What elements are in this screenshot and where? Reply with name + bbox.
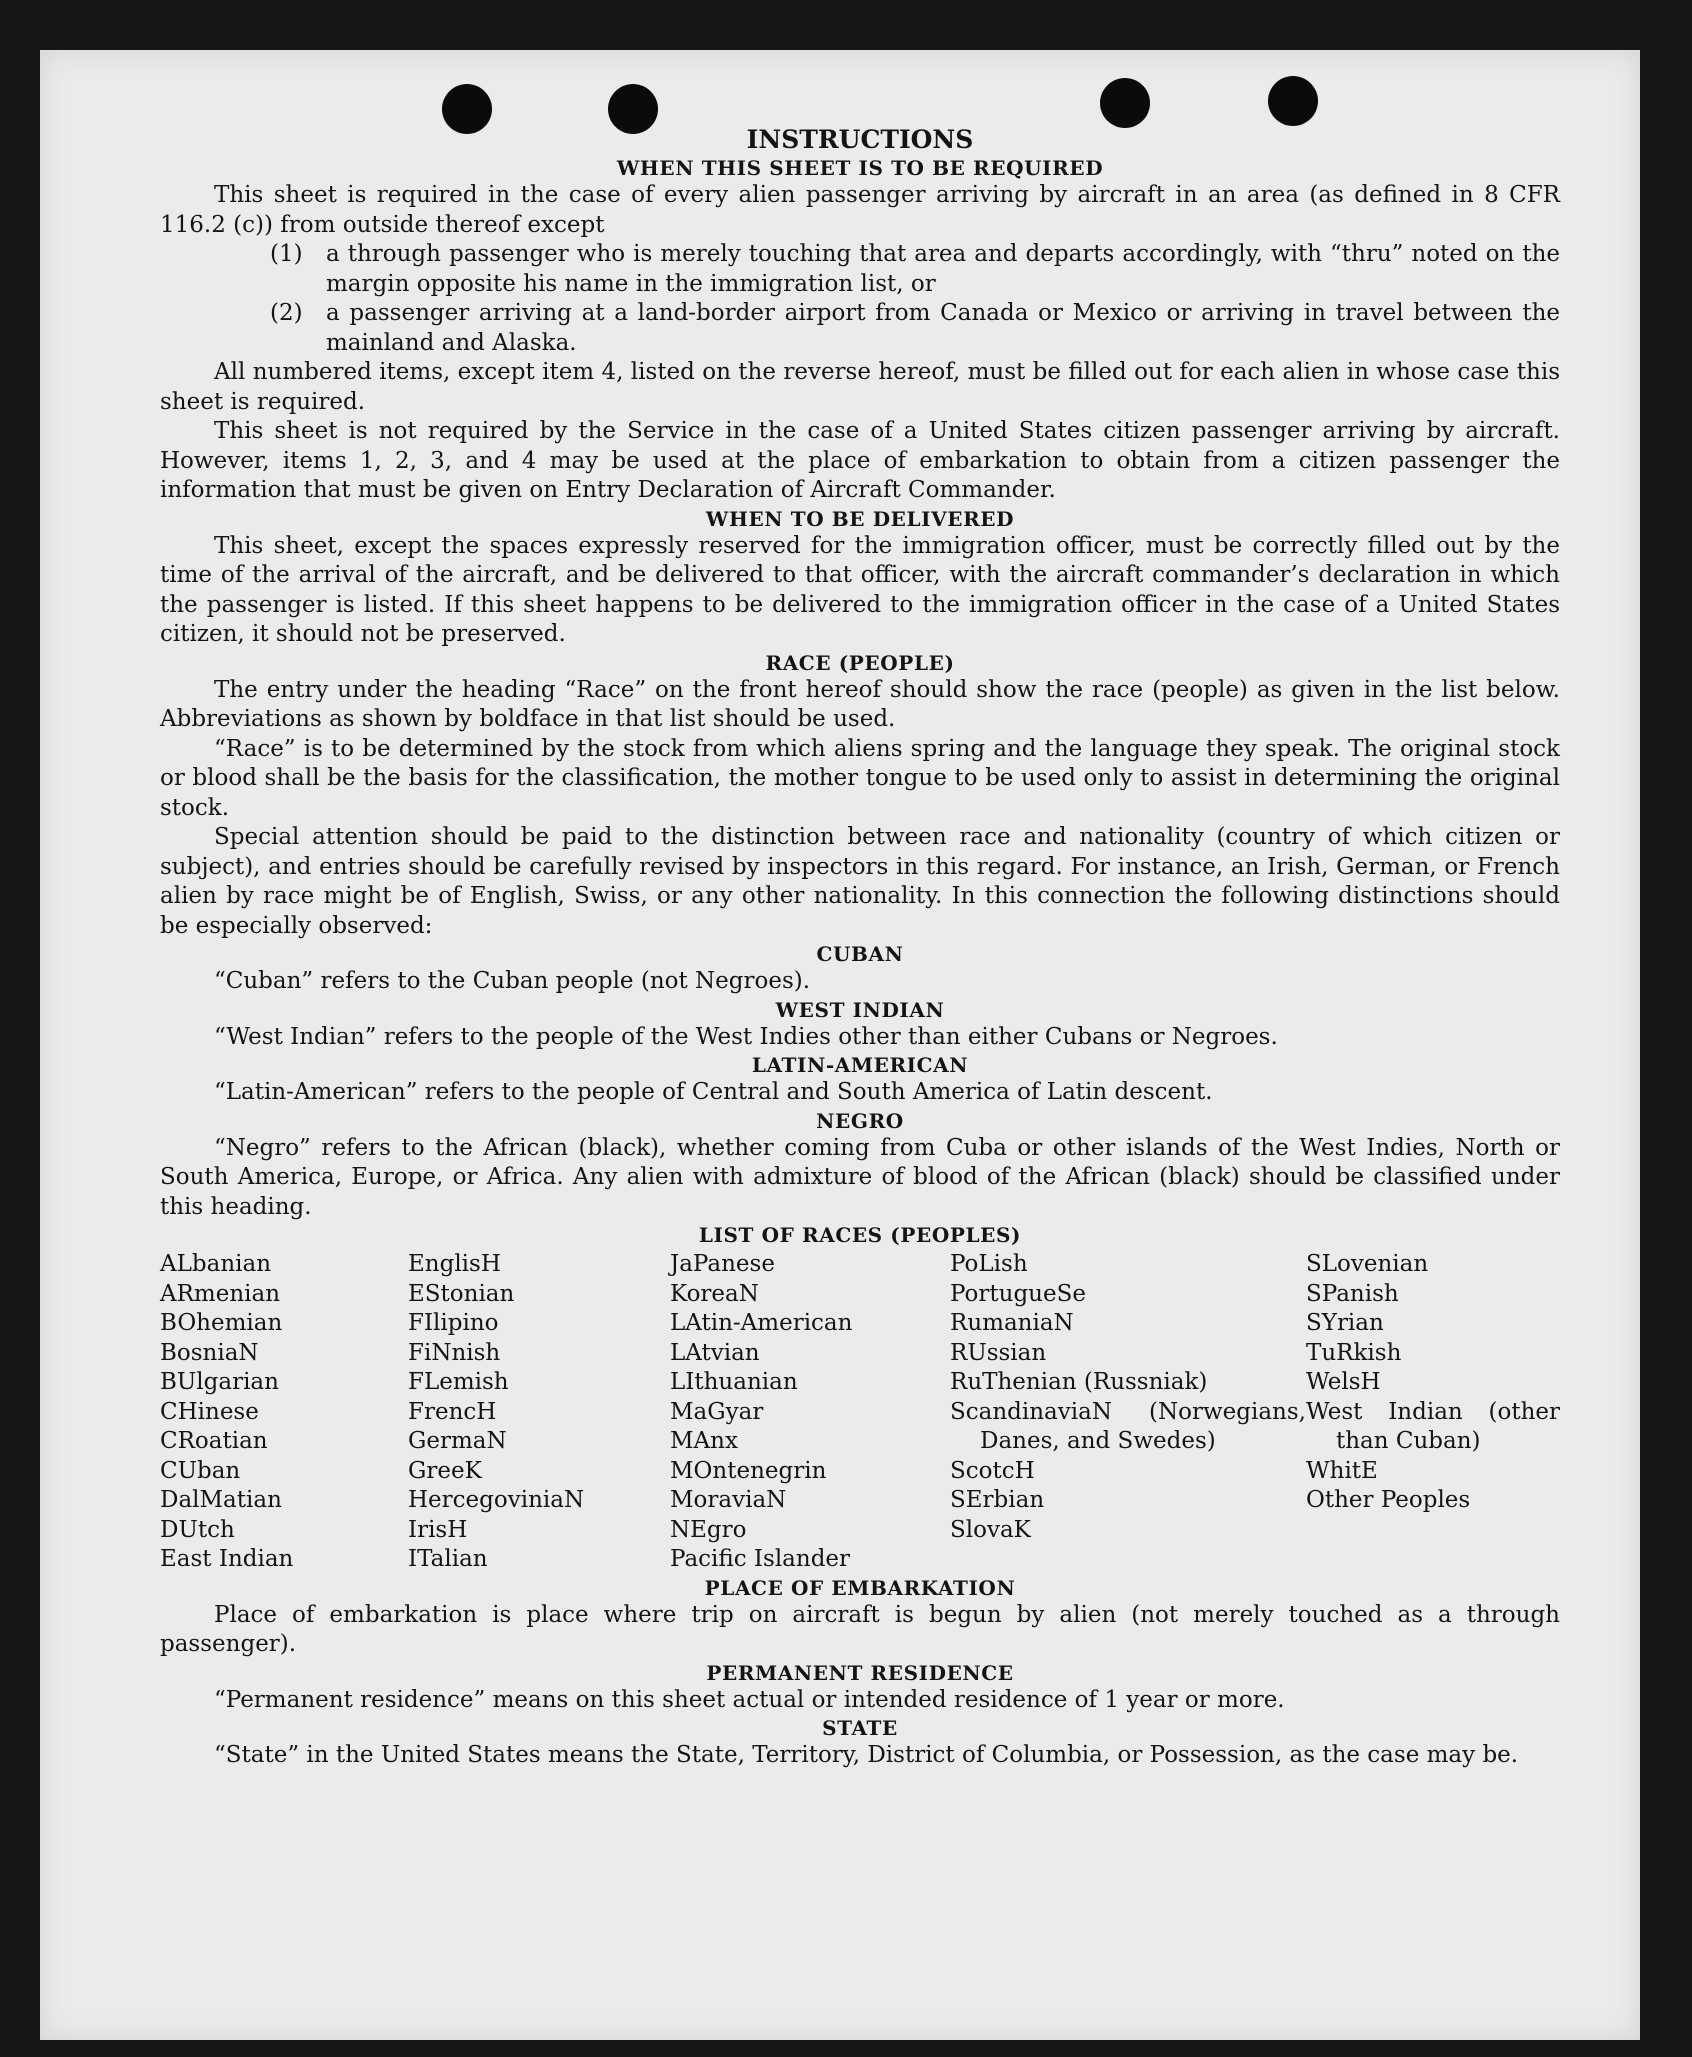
instructions-sheet [160,125,1560,1771]
state-text: “State” in the United States means the State, Territory, District of Columbia, or Possession, as the case may be. [214,1742,1519,1768]
race-paragraph-1: The entry under the heading “Race” on the front hereof should show the race (people) as given in the list below. Abbreviations as shown by boldface in that list should be used. [160,676,1560,732]
race-item: RuThenian (Russniak) [950,1369,1208,1395]
race-item: IrisH [408,1516,468,1543]
heading-permanent-residence: PERMANENT RESIDENCE [706,1660,1014,1685]
race-item: MaGyar [670,1398,764,1425]
heading-west-indian: WEST INDIAN [775,997,945,1022]
race-item: KoreaN [670,1280,759,1307]
race-paragraph-3: Special attention should be paid to the distinction between race and nationality (country of which citizen or subject), and entries should be carefully revised by inspectors in this regard. For instance, an Irish, German, or French alien by race might be of English, Swiss, or any other nationality. In this connection the following distinctions should be especially observed: [160,824,1560,939]
exception-number: (1) [270,241,303,267]
race-item: JaPanese [670,1251,775,1277]
heading-list-of-races: LIST OF RACES (PEOPLES) [698,1223,1022,1247]
punch-hole-4 [1268,76,1318,126]
race-item: PortugueSe [950,1280,1086,1307]
list-of-races [160,1250,1560,1575]
race-item: MOntenegrin [670,1457,827,1484]
race-item: Pacific Islander [670,1546,851,1572]
permanent-residence-text: “Permanent residence” means on this sheet actual or intended residence of 1 year or more. [214,1686,1285,1713]
exception-text: a passenger arriving at a land-border airport from Canada or Mexico or arriving in travel between the mainland and Alaska. [326,300,1560,356]
race-item: Other Peoples [1306,1487,1471,1513]
document-page [40,50,1640,2040]
west-indian-text: “West Indian” refers to the people of the West Indies other than either Cubans or Negroes. [214,1023,1278,1050]
races-column-5 [1306,1250,1560,1575]
race-item: LAtvian [670,1339,760,1366]
citizen-paragraph: This sheet is not required by the Service in the case of a United States citizen passenger arriving by aircraft. However, items 1, 2, 3, and 4 may be used at the place of embarkation to obtain from a citizen passenger the information that must be given on Entry Declaration of Aircraft Commander. [160,418,1560,503]
race-item: BOhemian [160,1310,283,1336]
races-column-2 [408,1250,670,1575]
race-item: HercegoviniaN [408,1487,585,1513]
race-item: DUtch [160,1516,235,1543]
race-item: East Indian [160,1546,294,1572]
heading-when-required: WHEN THIS SHEET IS TO BE REQUIRED [616,156,1104,180]
race-item: MoraviaN [670,1487,787,1513]
race-item: FiNnish [408,1339,501,1366]
exception-number: (2) [270,300,303,326]
race-paragraph-2: “Race” is to be determined by the stock from which aliens spring and the language they speak. The original stock or blood shall be the basis for the classification, the mother tongue to be used only to assist in determining the original stock. [160,735,1560,821]
races-column-4 [950,1250,1306,1575]
race-item: PoLish [950,1251,1028,1277]
when-required-intro: This sheet is required in the case of every alien passenger arriving by aircraft in an area (as defined in 8 CFR 116.2 (c)) from outside thereof except [160,182,1560,238]
race-item: FIlipino [408,1310,499,1336]
heading-race: RACE (PEOPLE) [765,650,955,675]
latin-american-text: “Latin-American” refers to the people of Central and South America of Latin descent. [214,1079,1213,1105]
race-item: West Indian (other than Cuban) [1306,1398,1560,1454]
race-item: SYrian [1306,1310,1384,1336]
race-item: SPanish [1306,1280,1399,1307]
heading-state: STATE [822,1716,898,1740]
race-item: BUlgarian [160,1369,279,1395]
race-item: ScotcH [950,1457,1035,1484]
exception-item-1 [160,240,1560,299]
race-item: FrencH [408,1398,497,1425]
race-item: ALbanian [160,1251,272,1277]
race-item: FLemish [408,1369,509,1395]
heading-latin-american: LATIN-AMERICAN [751,1053,969,1077]
race-item: ITalian [408,1546,488,1572]
exception-text: a through passenger who is merely touching that area and departs accordingly, with “thru” noted on the margin opposite his name in the immigration list, or [326,241,1560,297]
race-item: GreeK [408,1457,482,1484]
punch-hole-3 [1100,78,1150,128]
races-column-3 [670,1250,950,1575]
heading-when-delivered: WHEN TO BE DELIVERED [705,506,1015,531]
heading-place-of-embarkation: PLACE OF EMBARKATION [704,1575,1016,1600]
race-item: GermaN [408,1428,507,1454]
exception-item-2 [160,299,1560,358]
race-item: CHinese [160,1398,259,1425]
race-item: WelsH [1306,1369,1381,1395]
race-item: MAnx [670,1428,738,1454]
race-item: CRoatian [160,1428,268,1454]
race-item: RumaniaN [950,1310,1074,1336]
race-item: SLovenian [1306,1251,1429,1277]
race-item: EStonian [408,1280,515,1307]
race-item: NEgro [670,1516,747,1543]
race-item: TuRkish [1306,1339,1402,1366]
negro-text: “Negro” refers to the African (black), whether coming from Cuba or other islands of the West Indies, North or South America, Europe, or Africa. Any alien with admixture of blood of the African (black) should be classified under this heading. [160,1134,1560,1220]
numbered-items-paragraph: All numbered items, except item 4, listed on the reverse hereof, must be filled out for each alien in whose case this sheet is required. [160,359,1560,415]
heading-cuban: CUBAN [816,942,904,966]
race-item: LAtin-American [670,1310,853,1336]
race-item: SlovaK [950,1516,1031,1543]
page-title: INSTRUCTIONS [746,125,974,154]
race-item: CUban [160,1457,241,1484]
race-item: LIthuanian [670,1369,798,1395]
cuban-text: “Cuban” refers to the Cuban people (not Negroes). [214,968,811,994]
race-item: SErbian [950,1487,1045,1513]
race-item: RUssian [950,1339,1047,1366]
race-item: BosniaN [160,1339,259,1366]
race-item: ARmenian [160,1280,281,1307]
place-of-embarkation-text: Place of embarkation is place where trip on aircraft is begun by alien (not merely touched as a through passenger). [160,1601,1560,1657]
races-column-1 [160,1250,408,1575]
race-item: EnglisH [408,1251,501,1277]
race-item: ScandinaviaN (Norwegians, Danes, and Swedes) [950,1398,1306,1454]
heading-negro: NEGRO [816,1108,904,1133]
race-item: WhitE [1306,1457,1378,1484]
race-item: DalMatian [160,1487,282,1513]
when-delivered-text: This sheet, except the spaces expressly reserved for the immigration officer, must be correctly filled out by the time of the arrival of the aircraft, and be delivered to that officer, with the aircraft commander’s declaration in which the passenger is listed. If this sheet happens to be delivered to the immigration officer in the case of a United States citizen, it should not be preserved. [160,532,1560,647]
